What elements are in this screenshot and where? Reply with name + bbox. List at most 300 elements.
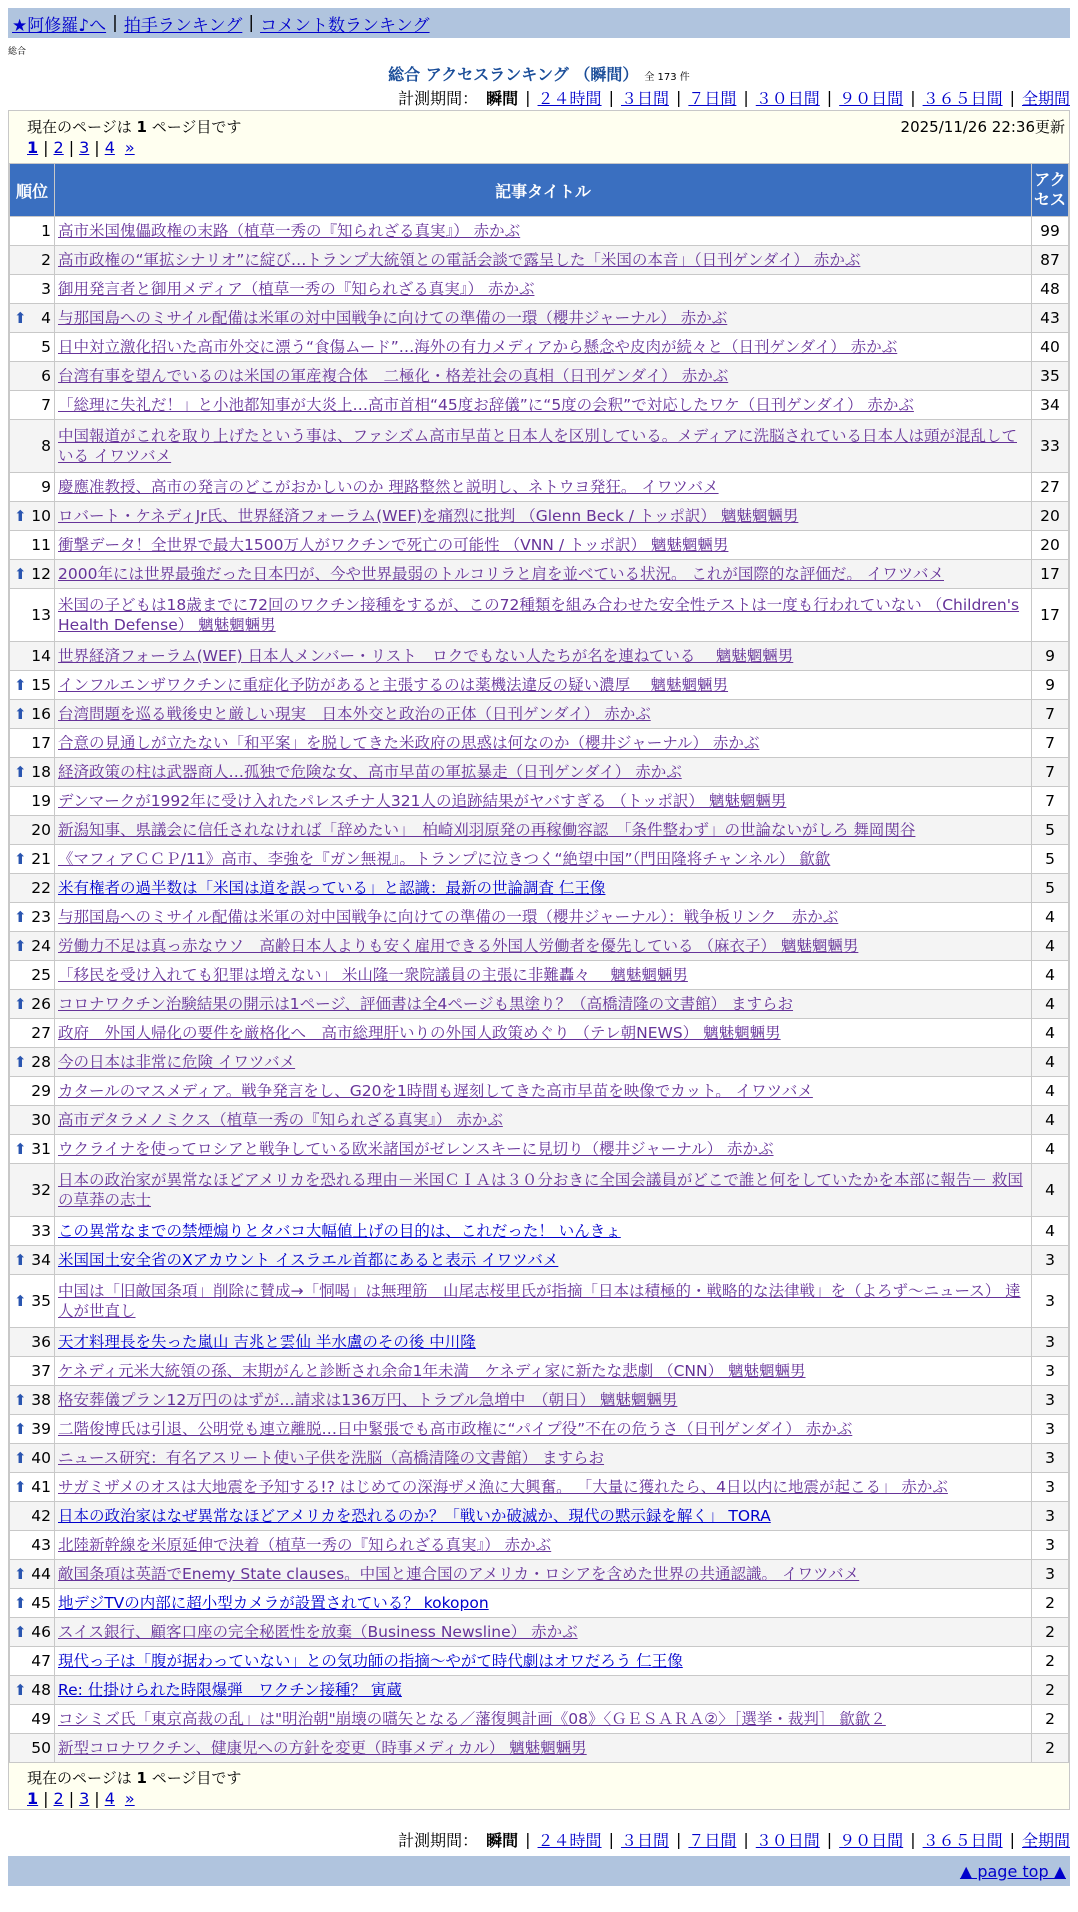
article-title-link[interactable]: 高市米国傀儡政権の末路（植草一秀の『知られざる真実』） 赤かぶ	[58, 222, 521, 240]
access-count-cell: 48	[1032, 275, 1069, 304]
period-separator: |	[675, 1830, 682, 1849]
access-count-cell: 35	[1032, 362, 1069, 391]
title-cell	[55, 1077, 1032, 1106]
table-row	[10, 589, 1069, 642]
table-row	[10, 304, 1069, 333]
period-label: 計測期間：	[398, 89, 479, 108]
title-cell	[55, 700, 1032, 729]
article-title-link[interactable]: 2000年には世界最強だった日本円が、今や世界最弱のトルコリラと肩を並べている状況。 これが国際的な評価だ。 イワツバメ	[58, 565, 944, 583]
period-selector-top	[398, 86, 1070, 109]
article-title-link[interactable]: 高市デタラメノミクス（植草一秀の『知られざる真実』） 赤かぶ	[58, 1111, 503, 1129]
article-title-link[interactable]: 日中対立激化招いた高市外交に漂う“食傷ムード”…海外の有力メディアから懸念や皮肉が続々と（日刊ゲンダイ） 赤かぶ	[58, 338, 898, 356]
title-cell	[55, 589, 1032, 642]
access-count-cell: 3	[1032, 1415, 1069, 1444]
rank-number: 14	[31, 647, 51, 665]
table-row	[10, 845, 1069, 874]
rank-cell	[10, 1048, 55, 1077]
title-cell	[55, 502, 1032, 531]
rank-number: 46	[31, 1623, 51, 1641]
table-row	[10, 990, 1069, 1019]
title-cell	[55, 1135, 1032, 1164]
access-count-cell: 4	[1032, 1135, 1069, 1164]
rank-up-arrow-icon: ⬆	[14, 1053, 27, 1071]
title-cell	[55, 1246, 1032, 1275]
title-cell	[55, 1275, 1032, 1328]
table-row	[10, 1618, 1069, 1647]
article-title-link[interactable]: この異常なまでの禁煙煽りとタバコ大幅値上げの目的は、これだった！ いんきょ	[58, 1222, 621, 1240]
article-title-link[interactable]: 台湾問題を巡る戦後史と厳しい現実 日本外交と政治の正体（日刊ゲンダイ） 赤かぶ	[58, 705, 651, 723]
article-title-link[interactable]: 二階俊博氏は引退、公明党も連立離脱…日中緊張でも高市政権に“パイプ役”不在の危うさ（日刊ゲンダイ） 赤かぶ	[58, 1420, 853, 1438]
title-cell	[55, 990, 1032, 1019]
title-cell	[55, 1048, 1032, 1077]
rank-cell	[10, 1473, 55, 1502]
rank-cell	[10, 275, 55, 304]
rank-up-arrow-icon: ⬆	[14, 1594, 27, 1612]
rank-cell	[10, 845, 55, 874]
access-count-cell: 2	[1032, 1676, 1069, 1705]
rank-cell	[10, 531, 55, 560]
access-count-cell: 5	[1032, 874, 1069, 903]
access-count-cell: 3	[1032, 1502, 1069, 1531]
rank-number: 29	[31, 1082, 51, 1100]
page-info-suffix: ページ目です	[151, 1769, 242, 1787]
title-cell	[55, 1618, 1032, 1647]
period-separator: |	[910, 88, 916, 107]
table-row	[10, 874, 1069, 903]
rank-number: 6	[41, 367, 51, 385]
pager-page-link[interactable]: 3	[79, 138, 90, 157]
pager-page-link[interactable]: 2	[53, 1789, 64, 1808]
period-label: 計測期間：	[398, 1831, 479, 1850]
pager-next-link[interactable]: »	[124, 1789, 135, 1808]
rank-cell	[10, 246, 55, 275]
rank-cell	[10, 874, 55, 903]
access-count-cell: 7	[1032, 700, 1069, 729]
rank-up-arrow-icon: ⬆	[14, 908, 27, 926]
table-row	[10, 903, 1069, 932]
access-count-cell: 4	[1032, 961, 1069, 990]
table-row	[10, 473, 1069, 502]
access-count-cell: 2	[1032, 1705, 1069, 1734]
article-title-link[interactable]: 現代っ子は「腹が据わっていない」との気功師の指摘～やがて時代劇はオワだろう 仁王像	[58, 1652, 683, 1670]
article-title-link[interactable]: 合意の見通しが立たない「和平案」を脱してきた米政府の思惑は何なのか（櫻井ジャーナル） 赤かぶ	[58, 734, 760, 752]
rank-cell	[10, 1164, 55, 1217]
access-count-cell: 20	[1032, 502, 1069, 531]
access-count-cell: 33	[1032, 420, 1069, 473]
table-row	[10, 729, 1069, 758]
table-row	[10, 1357, 1069, 1386]
title-cell	[55, 874, 1032, 903]
title-cell	[55, 473, 1032, 502]
pager-separator: |	[43, 1789, 49, 1808]
rank-cell	[10, 1106, 55, 1135]
table-row	[10, 1246, 1069, 1275]
rank-cell	[10, 700, 55, 729]
rank-number: 5	[41, 338, 51, 356]
period-separator: |	[525, 88, 531, 107]
rank-column-header: 順位	[10, 164, 55, 217]
rank-cell	[10, 758, 55, 787]
access-count-cell: 2	[1032, 1589, 1069, 1618]
title-cell	[55, 217, 1032, 246]
title-cell	[55, 1357, 1032, 1386]
rank-cell	[10, 333, 55, 362]
rank-up-arrow-icon: ⬆	[14, 1391, 27, 1409]
article-title-link[interactable]: ニュース研究：有名アスリート使い子供を洗脳（高橋清隆の文書館） ますらお	[58, 1449, 605, 1467]
period-separator: |	[826, 88, 833, 107]
article-title-link[interactable]: 新型コロナワクチン、健康児への方針を変更（時事メディカル） 魑魅魍魎男	[58, 1739, 587, 1757]
rank-number: 38	[31, 1391, 51, 1409]
access-count-cell: 4	[1032, 1106, 1069, 1135]
access-count-cell: 2	[1032, 1734, 1069, 1763]
rank-number: 49	[31, 1710, 51, 1728]
access-count-cell: 5	[1032, 845, 1069, 874]
table-row	[10, 1135, 1069, 1164]
period-link[interactable]: ９０日間	[839, 1831, 904, 1850]
comment-ranking-link[interactable]: コメント数ランキング	[260, 15, 430, 36]
rank-number: 40	[31, 1449, 51, 1467]
rank-number: 11	[31, 536, 51, 554]
period-separator: |	[608, 88, 614, 107]
rank-number: 25	[31, 966, 51, 984]
period-link[interactable]: ３６５日間	[922, 89, 1003, 108]
rank-cell	[10, 990, 55, 1019]
article-title-link[interactable]: ケネディ元米大統領の孫、末期がんと診断され余命1年未満 ケネディ家に新たな悲劇 （CNN） 魑魅魍魎男	[58, 1362, 806, 1380]
access-count-cell: 4	[1032, 1217, 1069, 1246]
period-link[interactable]: 全期間	[1021, 1831, 1070, 1850]
article-title-link[interactable]: 台湾有事を望んでいるのは米国の軍産複合体 二極化・格差社会の真相（日刊ゲンダイ） 赤かぶ	[58, 367, 729, 385]
pager-separator: |	[94, 1789, 100, 1808]
article-title-link[interactable]: 北陸新幹線を米原延伸で決着（植草一秀の『知られざる真実』） 赤かぶ	[58, 1536, 552, 1554]
title-cell	[55, 1647, 1032, 1676]
article-title-link[interactable]: 経済政策の柱は武器商人…孤独で危険な女、高市早苗の軍拡暴走（日刊ゲンダイ） 赤かぶ	[58, 763, 682, 781]
period-current: 瞬間	[486, 1831, 519, 1850]
table-row	[10, 1444, 1069, 1473]
rank-cell	[10, 1502, 55, 1531]
rank-up-arrow-icon: ⬆	[14, 995, 27, 1013]
title-cell	[55, 1444, 1032, 1473]
article-title-link[interactable]: デンマークが1992年に受け入れたパレスチナ人321人の追跡結果がヤバすぎる （トッポ訳） 魑魅魍魎男	[58, 792, 787, 810]
period-separator: |	[525, 1830, 531, 1849]
pager-page-link[interactable]: 2	[53, 138, 64, 157]
table-row	[10, 932, 1069, 961]
article-title-link[interactable]: コロナワクチン治験結果の開示は1ページ、評価書は全4ページも黒塗り？（高橋清隆の文書館） ますらお	[58, 995, 794, 1013]
article-title-link[interactable]: Re: 仕掛けられた時限爆弾 ワクチン接種？ 寅蔵	[58, 1681, 402, 1699]
article-title-link[interactable]: 政府 外国人帰化の要件を厳格化へ 高市総理肝いりの外国人政策めぐり （テレ朝NEWS） 魑魅魍魎男	[58, 1024, 781, 1042]
rank-up-arrow-icon: ⬆	[14, 507, 27, 525]
title-cell	[55, 1019, 1032, 1048]
article-title-link[interactable]: 米有権者の過半数は「米国は道を誤っている」と認識：最新の世論調査 仁王像	[58, 879, 606, 897]
page-title-line	[0, 62, 1078, 85]
page-info-bottom	[27, 1767, 241, 1788]
pager-bottom	[27, 1789, 135, 1808]
title-cell	[55, 362, 1032, 391]
article-title-link[interactable]: 中国報道がこれを取り上げたという事は、ファシズム高市早苗と日本人を区別している。メディアに洗脳されている日本人は頭が混乱している イワツバメ	[58, 427, 1017, 465]
applause-ranking-link[interactable]: 拍手ランキング	[123, 15, 243, 36]
title-cell	[55, 961, 1032, 990]
title-cell	[55, 1328, 1032, 1357]
period-link[interactable]: 全期間	[1021, 89, 1070, 108]
article-title-link[interactable]: 高市政権の“軍拡シナリオ”に綻び…トランプ大統領との電話会談で露呈した「米国の本音」（日刊ゲンダイ） 赤かぶ	[58, 251, 861, 269]
table-row	[10, 1164, 1069, 1217]
rank-up-arrow-icon: ⬆	[14, 676, 27, 694]
access-count-cell: 17	[1032, 560, 1069, 589]
table-row	[10, 1048, 1069, 1077]
rank-cell	[10, 1246, 55, 1275]
table-row	[10, 1217, 1069, 1246]
rank-cell	[10, 473, 55, 502]
period-link[interactable]: ３０日間	[755, 1831, 820, 1850]
title-cell	[55, 1676, 1032, 1705]
title-cell	[55, 729, 1032, 758]
access-count-cell: 3	[1032, 1357, 1069, 1386]
period-link[interactable]: ２４時間	[537, 1831, 602, 1850]
rank-number: 24	[31, 937, 51, 955]
article-title-link[interactable]: ウクライナを使ってロシアと戦争している欧米諸国がゼレンスキーに見切り（櫻井ジャーナル） 赤かぶ	[58, 1140, 774, 1158]
pager-page-link[interactable]: 1	[27, 1789, 39, 1808]
table-row	[10, 758, 1069, 787]
article-title-link[interactable]: スイス銀行、顧客口座の完全秘匿性を放棄（Business Newsline） 赤かぶ	[58, 1623, 578, 1641]
article-title-link[interactable]: カタールのマスメディア。戦争発言をし、G20を1時間も遅刻してきた高市早苗を映像でカット。 イワツバメ	[58, 1082, 813, 1100]
access-count-cell: 2	[1032, 1647, 1069, 1676]
rank-cell	[10, 1676, 55, 1705]
article-title-link[interactable]: 「移民を受け入れても犯罪は増えない」 米山隆一衆院議員の主張に非難轟々 魑魅魍魎男	[58, 966, 688, 984]
rank-up-arrow-icon: ⬆	[14, 937, 27, 955]
table-row	[10, 420, 1069, 473]
title-cell	[55, 1560, 1032, 1589]
title-cell	[55, 1589, 1032, 1618]
pager-separator: |	[68, 138, 75, 157]
title-cell	[55, 845, 1032, 874]
article-title-link[interactable]: 労働力不足は真っ赤なウソ 高齢日本人よりも安く雇用できる外国人労働者を優先している （麻衣子） 魑魅魍魎男	[58, 937, 859, 955]
updated-timestamp: 2025/11/26 22:36更新	[900, 118, 1065, 136]
rank-number: 17	[31, 734, 51, 752]
period-link[interactable]: ７日間	[688, 1831, 737, 1850]
access-count-cell: 3	[1032, 1328, 1069, 1357]
access-count-cell: 4	[1032, 1164, 1069, 1217]
access-count-cell: 4	[1032, 1048, 1069, 1077]
article-title-link[interactable]: 日本の政治家が異常なほどアメリカを恐れる理由－米国ＣＩＡは３０分おきに全国会議員がどこで誰と何をしていたかを本部に報告－ 救国の草莽の志士	[58, 1171, 1023, 1209]
access-count-cell: 40	[1032, 333, 1069, 362]
pager-page-link[interactable]: 1	[27, 138, 39, 157]
access-count-cell: 34	[1032, 391, 1069, 420]
rank-number: 15	[31, 676, 51, 694]
rank-number: 12	[31, 565, 51, 583]
title-cell	[55, 333, 1032, 362]
article-title-link[interactable]: 衝撃データ！全世界で最大1500万人がワクチンで死亡の可能性 （VNN / トッポ訳） 魑魅魍魎男	[58, 536, 729, 554]
title-cell	[55, 932, 1032, 961]
table-row	[10, 217, 1069, 246]
home-link[interactable]: ★阿修羅♪へ	[12, 15, 107, 36]
rank-number: 9	[41, 478, 51, 496]
article-title-link[interactable]: 今の日本は非常に危険 イワツバメ	[58, 1053, 296, 1071]
title-cell	[55, 903, 1032, 932]
rank-up-arrow-icon: ⬆	[14, 1292, 27, 1310]
table-row	[10, 531, 1069, 560]
rank-cell	[10, 1077, 55, 1106]
rank-number: 36	[31, 1333, 51, 1351]
title-cell	[55, 1106, 1032, 1135]
period-link[interactable]: ３日間	[620, 89, 669, 108]
rank-number: 20	[31, 821, 51, 839]
article-title-link[interactable]: ロバート・ケネディJr氏、世界経済フォーラム(WEF)を痛烈に批判 （Glenn Beck / トッポ訳） 魑魅魍魎男	[58, 507, 799, 525]
rank-cell	[10, 1217, 55, 1246]
period-link[interactable]: ２４時間	[537, 89, 602, 108]
access-count-cell: 4	[1032, 903, 1069, 932]
access-count-cell: 99	[1032, 217, 1069, 246]
article-title-link[interactable]: 与那国島へのミサイル配備は米軍の対中国戦争に向けての準備の一環（櫻井ジャーナル）：戦争板リンク 赤かぶ	[58, 908, 839, 926]
access-count-cell: 2	[1032, 1618, 1069, 1647]
rank-cell	[10, 1531, 55, 1560]
article-title-link[interactable]: 世界経済フォーラム(WEF) 日本人メンバー・リスト ロクでもない人たちが名を連ねている 魑魅魍魎男	[58, 647, 794, 665]
table-header-row	[10, 164, 1069, 217]
page-top-link[interactable]: ▲ page top ▲	[959, 1861, 1066, 1881]
access-count-cell: 4	[1032, 1019, 1069, 1048]
rank-cell	[10, 1705, 55, 1734]
nav-separator: |	[248, 13, 255, 33]
table-row	[10, 560, 1069, 589]
rank-number: 42	[31, 1507, 51, 1525]
rank-number: 43	[31, 1536, 51, 1554]
period-separator: |	[826, 1830, 833, 1849]
rank-up-arrow-icon: ⬆	[14, 763, 27, 781]
rank-number: 26	[31, 995, 51, 1013]
rank-cell	[10, 1415, 55, 1444]
article-title-link[interactable]: 地デジTVの内部に超小型カメラが設置されている？ kokopon	[58, 1594, 489, 1612]
rank-cell	[10, 1386, 55, 1415]
rank-cell	[10, 362, 55, 391]
rank-cell	[10, 642, 55, 671]
table-row	[10, 391, 1069, 420]
period-separator: |	[910, 1830, 916, 1849]
period-link[interactable]: ３０日間	[755, 89, 820, 108]
article-title-link[interactable]: 敵国条項は英語でEnemy State clauses。中国と連合国のアメリカ・ロシアを含めた世界の共通認識。 イワツバメ	[58, 1565, 860, 1583]
rank-number: 30	[31, 1111, 51, 1129]
table-row	[10, 1676, 1069, 1705]
rank-number: 35	[31, 1292, 51, 1310]
article-title-link[interactable]: 与那国島へのミサイル配備は米軍の対中国戦争に向けての準備の一環（櫻井ジャーナル） 赤かぶ	[58, 309, 728, 327]
article-title-link[interactable]: 米国の子どもは18歳までに72回のワクチン接種をするが、この72種類を組み合わせた安全性テストは一度も行われていない （Children's Health Defense） 魑魅魍魎男	[58, 596, 1020, 634]
period-separator: |	[1009, 88, 1015, 107]
article-title-link[interactable]: 新潟知事、県議会に信任されなければ「辞めたい」 柏崎刈羽原発の再稼働容認 「条件整わず」の世論ないがしろ 舞岡関谷	[58, 821, 916, 839]
rank-number: 3	[41, 280, 51, 298]
rank-number: 37	[31, 1362, 51, 1380]
rank-cell	[10, 961, 55, 990]
period-link[interactable]: ３６５日間	[922, 1831, 1003, 1850]
table-row	[10, 1019, 1069, 1048]
article-title-link[interactable]: 慶應准教授、高市の発言のどこがおかしいのか 理路整然と説明し、ネトウヨ発狂。 イワツバメ	[58, 478, 719, 496]
title-cell	[55, 642, 1032, 671]
table-row	[10, 1473, 1069, 1502]
rank-number: 41	[31, 1478, 51, 1496]
rank-number: 22	[31, 879, 51, 897]
rank-number: 45	[31, 1594, 51, 1612]
rank-number: 13	[31, 606, 51, 624]
rank-up-arrow-icon: ⬆	[14, 1478, 27, 1496]
title-cell	[55, 758, 1032, 787]
rank-number: 48	[31, 1681, 51, 1699]
article-title-link[interactable]: 《マフィアＣＣＰ/11》高市、李強を『ガン無視』。トランプに泣きつく“絶望中国”（門田隆将チャンネル） 歙歙	[58, 850, 831, 868]
access-count-cell: 3	[1032, 1386, 1069, 1415]
article-title-link[interactable]: 「総理に失礼だ！」と小池都知事が大炎上…高市首相“45度お辞儀”に“5度の会釈”で対応したワケ（日刊ゲンダイ） 赤かぶ	[58, 396, 914, 414]
page-info-prefix: 現在のページは	[27, 1769, 132, 1787]
article-title-link[interactable]: 米国国土安全省のXアカウント イスラエル首都にあると表示 イワツバメ	[58, 1251, 559, 1269]
rank-number: 7	[41, 396, 51, 414]
rank-number: 34	[31, 1251, 51, 1269]
rank-cell	[10, 1444, 55, 1473]
pager-page-link[interactable]: 4	[104, 1789, 115, 1808]
footer-bar	[8, 1856, 1070, 1886]
pager-page-link[interactable]: 4	[104, 138, 115, 157]
period-separator: |	[675, 88, 682, 107]
table-row	[10, 333, 1069, 362]
article-title-link[interactable]: インフルエンザワクチンに重症化予防があると主張するのは薬機法違反の疑い濃厚 魑魅魍魎男	[58, 676, 729, 694]
rank-cell	[10, 671, 55, 700]
access-count-cell: 3	[1032, 1473, 1069, 1502]
rank-number: 47	[31, 1652, 51, 1670]
table-row	[10, 1560, 1069, 1589]
article-title-link[interactable]: 格安葬儀プラン12万円のはずが…請求は136万円、トラブル急増中 （朝日） 魑魅魍魎男	[58, 1391, 678, 1409]
rank-number: 18	[31, 763, 51, 781]
article-title-link[interactable]: 天才料理長を失った嵐山 吉兆と雲仙 半水盧のその後 中川隆	[58, 1333, 476, 1351]
rank-up-arrow-icon: ⬆	[14, 1681, 27, 1699]
page-info-number: 1	[136, 118, 147, 136]
period-link[interactable]: ７日間	[688, 89, 737, 108]
article-title-link[interactable]: 中国は「旧敵国条項」削除に賛成→「恫喝」は無理筋 山尾志桜里氏が指摘「日本は積極的・戦略的な法律戦」を（よろず～ニュース） 達人が世直し	[58, 1282, 1021, 1320]
rank-cell	[10, 1734, 55, 1763]
access-count-cell: 9	[1032, 642, 1069, 671]
article-title-link[interactable]: サガミザメのオスは大地震を予知する!? はじめての深海ザメ漁に大興奮。 「大量に獲れたら、4日以内に地震が起こる」 赤かぶ	[58, 1478, 948, 1496]
article-title-link[interactable]: コシミズ氏「東京高裁の乱」は"明治朝"崩壊の嚆矢となる／藩復興計画《08》〈ＧＥＳＡＲＡ②〉［選挙・裁判］ 歙歙２	[58, 1710, 886, 1728]
access-count-cell: 5	[1032, 816, 1069, 845]
table-row	[10, 1415, 1069, 1444]
rank-cell	[10, 1328, 55, 1357]
nav-separator: |	[112, 13, 118, 33]
rank-number: 33	[31, 1222, 51, 1240]
title-cell	[55, 391, 1032, 420]
title-cell	[55, 1386, 1032, 1415]
period-link[interactable]: ９０日間	[839, 89, 904, 108]
rank-number: 21	[31, 850, 51, 868]
rank-number: 2	[41, 251, 51, 269]
table-row	[10, 671, 1069, 700]
access-count-cell: 7	[1032, 787, 1069, 816]
period-selector-bottom	[398, 1828, 1070, 1851]
title-cell	[55, 1164, 1032, 1217]
rank-number: 1	[41, 222, 51, 240]
rank-cell	[10, 1589, 55, 1618]
pager-page-link[interactable]: 3	[79, 1789, 90, 1808]
rank-cell	[10, 729, 55, 758]
title-cell	[55, 246, 1032, 275]
table-row	[10, 1589, 1069, 1618]
access-count-cell: 20	[1032, 531, 1069, 560]
article-title-link[interactable]: 日本の政治家はなぜ異常なほどアメリカを恐れるのか？「戦いか破滅か、現代の黙示録を解く」 TORA	[58, 1507, 771, 1525]
rank-number: 28	[31, 1053, 51, 1071]
pager-top	[27, 138, 135, 157]
table-row	[10, 1531, 1069, 1560]
pager-next-link[interactable]: »	[124, 138, 135, 157]
title-cell	[55, 420, 1032, 473]
page-info-number: 1	[136, 1769, 147, 1787]
period-link[interactable]: ３日間	[620, 1831, 669, 1850]
rank-number: 16	[31, 705, 51, 723]
rank-cell	[10, 1019, 55, 1048]
period-separator: |	[743, 88, 749, 107]
pager-separator: |	[43, 138, 49, 157]
title-cell	[55, 671, 1032, 700]
article-title-link[interactable]: 御用発言者と御用メディア（植草一秀の『知られざる真実』） 赤かぶ	[58, 280, 535, 298]
